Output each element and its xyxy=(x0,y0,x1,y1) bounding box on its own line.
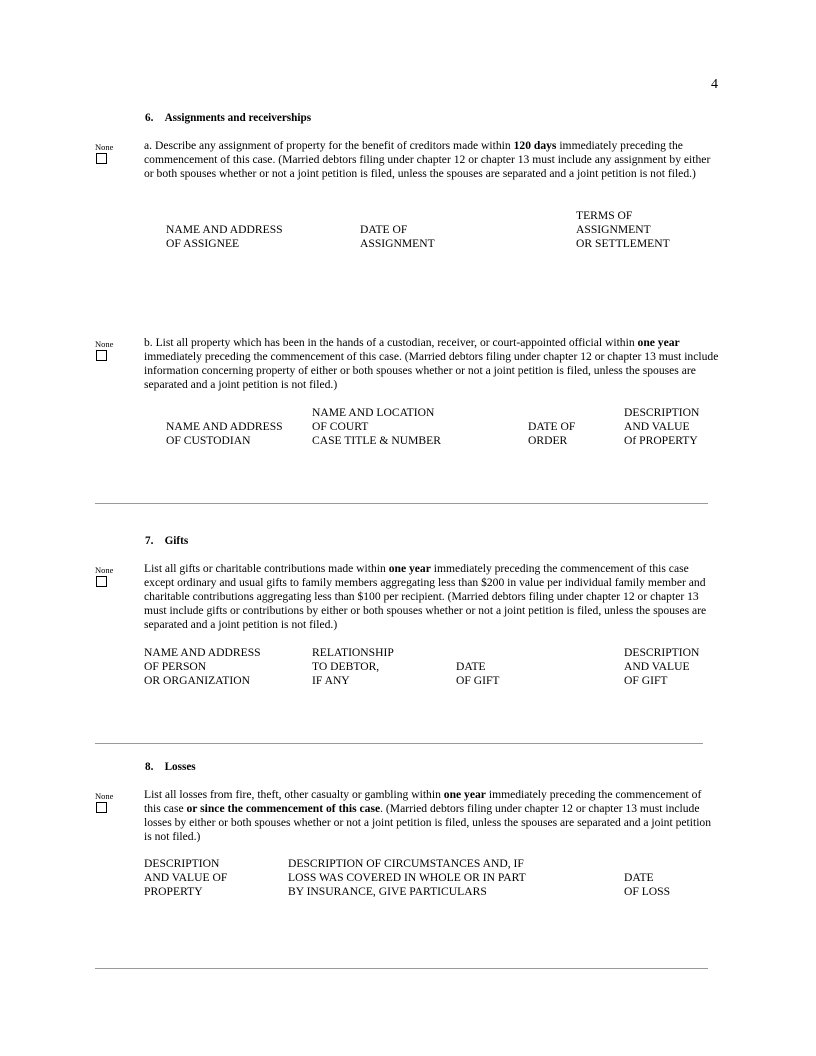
column-header-assignment-terms: TERMS OF ASSIGNMENT OR SETTLEMENT xyxy=(576,209,670,250)
none-checkbox-6a[interactable] xyxy=(96,153,107,164)
none-checkbox-8[interactable] xyxy=(96,802,107,813)
column-header-gift-description: DESCRIPTION AND VALUE OF GIFT xyxy=(624,646,700,687)
section-6b-paragraph: b. List all property which has been in the hands of a custodian, receiver, or court-appointed official within one year immediately preceding the commencement of this case. (Married debtors filing under chapter 12 or chapter 13 must include information concerning property of either or both spouses whether or not a joint petition is filed, unless the spouses are separated and a joint petition is not filed.) xyxy=(144,336,719,391)
none-label-6b: None xyxy=(95,339,114,349)
section-7-paragraph: List all gifts or charitable contributions made within one year immediately preceding the commencement of this case except ordinary and usual gifts to family members aggregating less than $200 in value per individual family member and charitable contributions aggregating less than $100 per recipient. (Married debtors filing under chapter 12 or chapter 13 must include gifts or contributions by either or both spouses whether or not a joint petition is filed, unless the spouses are separated and a joint petition is not filed.) xyxy=(144,562,707,631)
section-divider xyxy=(95,743,703,744)
section-8-heading: 8. Losses xyxy=(145,761,196,773)
column-header-court: NAME AND LOCATION OF COURT CASE TITLE & NUMBER xyxy=(312,406,441,447)
column-header-relationship: RELATIONSHIP TO DEBTOR, IF ANY xyxy=(312,646,394,687)
column-header-custodian: NAME AND ADDRESS OF CUSTODIAN xyxy=(166,420,283,447)
section-6a-paragraph: a. Describe any assignment of property for the benefit of creditors made within 120 days immediately preceding the commencement of this case. (Married debtors filing under chapter 12 or chapter 13 must include any assignment by either or both spouses whether or not a joint petition is filed, unless the spouses are separated and a joint petition is not filed.) xyxy=(144,139,711,180)
none-label-7: None xyxy=(95,565,114,575)
column-header-property-description: DESCRIPTION AND VALUE Of PROPERTY xyxy=(624,406,700,447)
section-7-heading: 7. Gifts xyxy=(145,535,189,547)
none-label-6a: None xyxy=(95,142,114,152)
column-header-circumstances: DESCRIPTION OF CIRCUMSTANCES AND, IF LOSS WAS COVERED IN WHOLE OR IN PART BY INSURANCE, GIVE PARTICULARS xyxy=(288,857,526,898)
page-number: 4 xyxy=(711,77,718,92)
column-header-order-date: DATE OF ORDER xyxy=(528,420,576,447)
section-6-heading: 6. Assignments and receiverships xyxy=(145,112,312,124)
column-header-assignee: NAME AND ADDRESS OF ASSIGNEE xyxy=(166,223,283,250)
section-divider xyxy=(95,503,708,504)
column-header-assignment-date: DATE OF ASSIGNMENT xyxy=(360,223,435,250)
none-label-8: None xyxy=(95,791,114,801)
column-header-loss-property: DESCRIPTION AND VALUE OF PROPERTY xyxy=(144,857,228,898)
none-checkbox-7[interactable] xyxy=(96,576,107,587)
column-header-gift-date: DATE OF GIFT xyxy=(456,660,500,687)
column-header-loss-date: DATE OF LOSS xyxy=(624,871,671,898)
section-8-paragraph: List all losses from fire, theft, other casualty or gambling within one year immediately preceding the commencement of this case or since the commencement of this case. (Married debtors filing under chapter 12 or chapter 13 must include losses by either or both spouses whether or not a joint petition is filed, unless the spouses are separated and a joint petition is not filed.) xyxy=(144,788,712,843)
section-divider xyxy=(95,968,708,969)
column-header-person: NAME AND ADDRESS OF PERSON OR ORGANIZATION xyxy=(144,646,261,687)
none-checkbox-6b[interactable] xyxy=(96,350,107,361)
